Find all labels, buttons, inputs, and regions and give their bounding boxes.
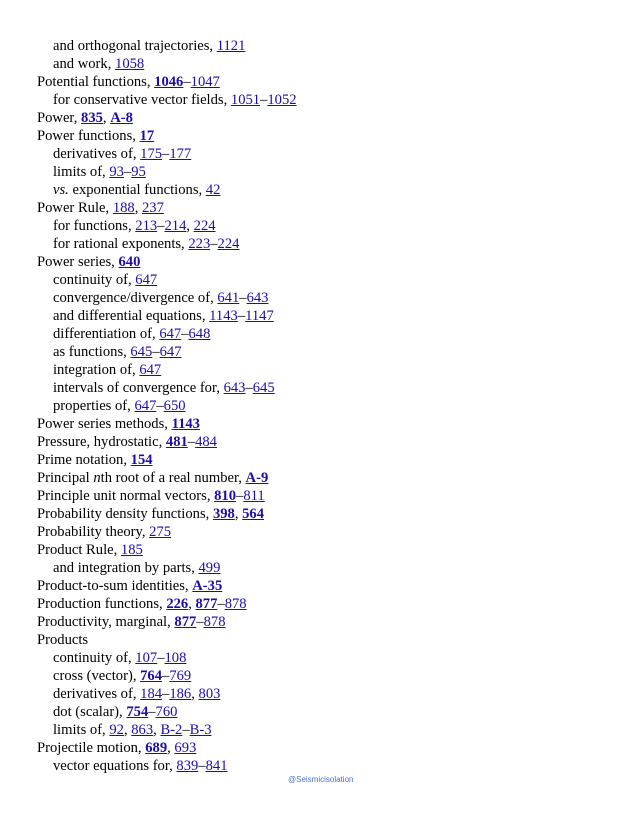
entry-text: continuity of, <box>53 650 136 666</box>
index-subentry <box>37 703 617 721</box>
page-link[interactable]: B-2 <box>160 722 183 738</box>
entry-text: cross (vector), <box>53 668 141 684</box>
entry-text: Potential functions, <box>37 74 155 90</box>
page-link[interactable]: 647 <box>139 362 162 378</box>
page-link[interactable]: 839 <box>176 758 199 774</box>
entry-text: for rational exponents, <box>53 236 189 252</box>
page-link[interactable]: 641 <box>217 290 240 306</box>
page-link[interactable]: 1047 <box>190 74 220 90</box>
page-link[interactable]: 647 <box>159 344 182 360</box>
entry-text: and orthogonal trajectories, <box>53 38 217 54</box>
entry-text: – <box>187 434 196 450</box>
index-entry <box>37 433 617 451</box>
page-link[interactable]: 645 <box>252 380 275 396</box>
page-link[interactable]: 645 <box>130 344 153 360</box>
entry-text: , <box>234 506 243 522</box>
page-link[interactable]: 226 <box>166 596 189 612</box>
entry-text: Product Rule, <box>37 542 121 558</box>
entry-text: vector equations for, <box>53 758 177 774</box>
page-link[interactable]: 42 <box>205 182 221 198</box>
entry-text: , <box>167 740 175 756</box>
index-subentry <box>37 721 617 739</box>
page-link[interactable]: 760 <box>155 704 178 720</box>
index-entry <box>37 541 617 559</box>
entry-text: – <box>236 488 244 504</box>
entry-text: Prime notation, <box>37 452 131 468</box>
index-entry <box>37 127 617 145</box>
page-link[interactable]: 764 <box>140 668 163 684</box>
index-subentry <box>37 271 617 289</box>
page-link[interactable]: 224 <box>217 236 240 252</box>
page-link[interactable]: 811 <box>243 488 265 504</box>
index-subentry <box>37 55 617 73</box>
page-link[interactable]: 484 <box>195 434 217 450</box>
page-link[interactable]: 841 <box>205 758 228 774</box>
index-subentry <box>37 379 617 397</box>
page-link[interactable]: 214 <box>164 218 187 234</box>
index-entry <box>37 415 617 433</box>
index-entry <box>37 577 617 595</box>
entry-text: – <box>181 326 189 342</box>
page-link[interactable]: 650 <box>163 398 186 414</box>
entry-text: – <box>162 668 170 684</box>
entry-text: exponential functions, <box>68 182 206 198</box>
index-subentry <box>37 145 617 163</box>
entry-text: – <box>148 704 156 720</box>
entry-text: Power functions, <box>37 128 140 144</box>
page-link[interactable]: 877 <box>195 596 218 612</box>
watermark: @Seismicisolation <box>288 775 354 784</box>
page-link[interactable]: 237 <box>142 200 164 216</box>
page-link[interactable]: 1051 <box>230 92 261 108</box>
index-subentry <box>37 289 617 307</box>
page-link[interactable]: 863 <box>131 722 154 738</box>
page-link[interactable]: 107 <box>135 650 158 666</box>
page-link[interactable]: 1147 <box>245 308 274 324</box>
page-link[interactable]: 878 <box>203 614 226 630</box>
entry-text: Power series methods, <box>37 416 172 432</box>
page-link[interactable]: 878 <box>224 596 247 612</box>
entry-text: , <box>186 218 194 234</box>
page-link[interactable]: 175 <box>140 146 163 162</box>
entry-text: Power Rule, <box>37 200 113 216</box>
page-link[interactable]: 640 <box>118 254 141 270</box>
page-link[interactable]: 647 <box>135 272 158 288</box>
index-subentry <box>37 685 617 703</box>
entry-text: – <box>217 596 225 612</box>
index-subentry <box>37 181 617 199</box>
page-link[interactable]: 643 <box>246 290 269 306</box>
entry-text: Power, <box>37 110 82 126</box>
entry-text: Probability theory, <box>37 524 150 540</box>
entry-text: Principle unit normal vectors, <box>37 488 215 504</box>
entry-text: – <box>162 146 170 162</box>
index-subentry <box>37 667 617 685</box>
page-link[interactable]: 835 <box>81 110 103 126</box>
entry-text: Projectile motion, <box>37 740 146 756</box>
entry-text: , <box>188 596 196 612</box>
entry-text: , <box>134 200 142 216</box>
index-entry <box>37 523 617 541</box>
entry-text: limits of, <box>53 164 110 180</box>
entry-text: properties of, <box>53 398 135 414</box>
index-entry <box>37 469 617 487</box>
index-subentry <box>37 343 617 361</box>
index-entry <box>37 451 617 469</box>
page-link[interactable]: 185 <box>120 542 143 558</box>
entry-text: Power series, <box>37 254 119 270</box>
index-subentry <box>37 163 617 181</box>
entry-text: – <box>182 722 190 738</box>
page-link[interactable]: 186 <box>169 686 192 702</box>
page-link[interactable]: 93 <box>109 164 124 180</box>
entry-text: – <box>210 236 218 252</box>
entry-text: limits of, <box>53 722 110 738</box>
index-entry <box>37 631 617 649</box>
page-link[interactable]: 643 <box>223 380 246 396</box>
page-link[interactable]: 769 <box>169 668 192 684</box>
page-link[interactable]: 108 <box>164 650 187 666</box>
index-entry <box>37 109 617 127</box>
page-link[interactable]: 223 <box>188 236 211 252</box>
entry-text: Principal <box>37 470 94 486</box>
entry-text: and differential equations, <box>53 308 210 324</box>
entry-text: – <box>183 74 191 90</box>
entry-text: as functions, <box>53 344 131 360</box>
entry-text: integration of, <box>53 362 140 378</box>
page-link[interactable]: 647 <box>134 398 157 414</box>
page-link[interactable]: A-35 <box>192 578 223 594</box>
page-link[interactable]: 188 <box>112 200 135 216</box>
page-link[interactable]: 803 <box>198 686 221 702</box>
index-subentry <box>37 307 617 325</box>
entry-text: – <box>237 308 246 324</box>
page-link[interactable]: 499 <box>198 560 221 576</box>
entry-text: , <box>153 722 161 738</box>
index-subentry <box>37 37 617 55</box>
page-link[interactable]: 1046 <box>154 74 184 90</box>
entry-text: – <box>239 290 247 306</box>
entry-text: – <box>157 218 165 234</box>
page-link[interactable]: 1143 <box>209 308 238 324</box>
page-link[interactable]: B-3 <box>189 722 212 738</box>
page-link[interactable]: 1058 <box>115 56 145 72</box>
index-subentry <box>37 235 617 253</box>
page-link[interactable]: 17 <box>139 128 155 144</box>
entry-text: Probability density functions, <box>37 506 213 522</box>
entry-text: – <box>156 398 164 414</box>
entry-text: Products <box>37 632 89 648</box>
entry-text: Pressure, hydrostatic, <box>37 434 166 450</box>
entry-text: and integration by parts, <box>53 560 199 576</box>
index-entry <box>37 505 617 523</box>
page-link[interactable]: 184 <box>140 686 163 702</box>
index-entry <box>37 613 617 631</box>
index-subentry <box>37 757 617 775</box>
page-link[interactable]: 213 <box>135 218 158 234</box>
index-subentry <box>37 649 617 667</box>
page-link[interactable]: 1121 <box>216 38 246 54</box>
entry-text: Productivity, marginal, <box>37 614 175 630</box>
italic-text: n <box>93 470 101 486</box>
page-link[interactable]: 564 <box>242 506 265 522</box>
page-link[interactable]: 754 <box>126 704 149 720</box>
entry-text: – <box>123 164 132 180</box>
entry-text: – <box>196 614 204 630</box>
entry-text: – <box>198 758 206 774</box>
entry-text: dot (scalar), <box>53 704 127 720</box>
index-entry <box>37 253 617 271</box>
entry-text: – <box>152 344 160 360</box>
page-link[interactable]: 810 <box>214 488 237 504</box>
page-link[interactable]: 689 <box>145 740 168 756</box>
entry-text: – <box>162 686 170 702</box>
index-subentry <box>37 361 617 379</box>
index-list <box>37 37 617 775</box>
index-subentry <box>37 397 617 415</box>
page-link[interactable]: 275 <box>149 524 172 540</box>
page-link[interactable]: 154 <box>130 452 153 468</box>
page-link[interactable]: 177 <box>169 146 192 162</box>
entry-text: for functions, <box>53 218 136 234</box>
entry-text: – <box>157 650 165 666</box>
entry-text: derivatives of, <box>53 146 141 162</box>
entry-text: , <box>102 110 111 126</box>
index-entry <box>37 199 617 217</box>
index-subentry <box>37 325 617 343</box>
entry-text: , <box>191 686 199 702</box>
page-link[interactable]: 648 <box>188 326 211 342</box>
entry-text: Product-to-sum identities, <box>37 578 193 594</box>
page-link[interactable]: 1052 <box>267 92 297 108</box>
page-link[interactable]: 92 <box>109 722 124 738</box>
page-link[interactable]: 877 <box>174 614 197 630</box>
page-link[interactable]: 647 <box>159 326 182 342</box>
entry-text: – <box>260 92 268 108</box>
entry-text: Production functions, <box>37 596 167 612</box>
index-subentry <box>37 217 617 235</box>
entry-text: – <box>245 380 253 396</box>
page-link[interactable]: A-8 <box>110 110 133 126</box>
index-subentry <box>37 91 617 109</box>
entry-text: derivatives of, <box>53 686 141 702</box>
index-entry <box>37 595 617 613</box>
entry-text: convergence/divergence of, <box>53 290 218 306</box>
page-link[interactable]: 224 <box>193 218 216 234</box>
entry-text: continuity of, <box>53 272 136 288</box>
page-link[interactable]: 398 <box>212 506 235 522</box>
index-entry <box>37 487 617 505</box>
entry-text: intervals of convergence for, <box>53 380 224 396</box>
page-link[interactable]: A-9 <box>245 470 269 486</box>
index-entry <box>37 739 617 757</box>
page-link[interactable]: 95 <box>131 164 146 180</box>
entry-text: and work, <box>53 56 116 72</box>
page-link[interactable]: 693 <box>174 740 197 756</box>
italic-text: vs. <box>53 182 69 198</box>
page-link[interactable]: 481 <box>165 434 188 450</box>
entry-text: differentiation of, <box>53 326 160 342</box>
entry-text: th root of a real number, <box>100 470 246 486</box>
page-link[interactable]: 1143 <box>171 416 200 432</box>
index-subentry <box>37 559 617 577</box>
index-entry <box>37 73 617 91</box>
entry-text: , <box>123 722 132 738</box>
entry-text: for conservative vector fields, <box>53 92 231 108</box>
